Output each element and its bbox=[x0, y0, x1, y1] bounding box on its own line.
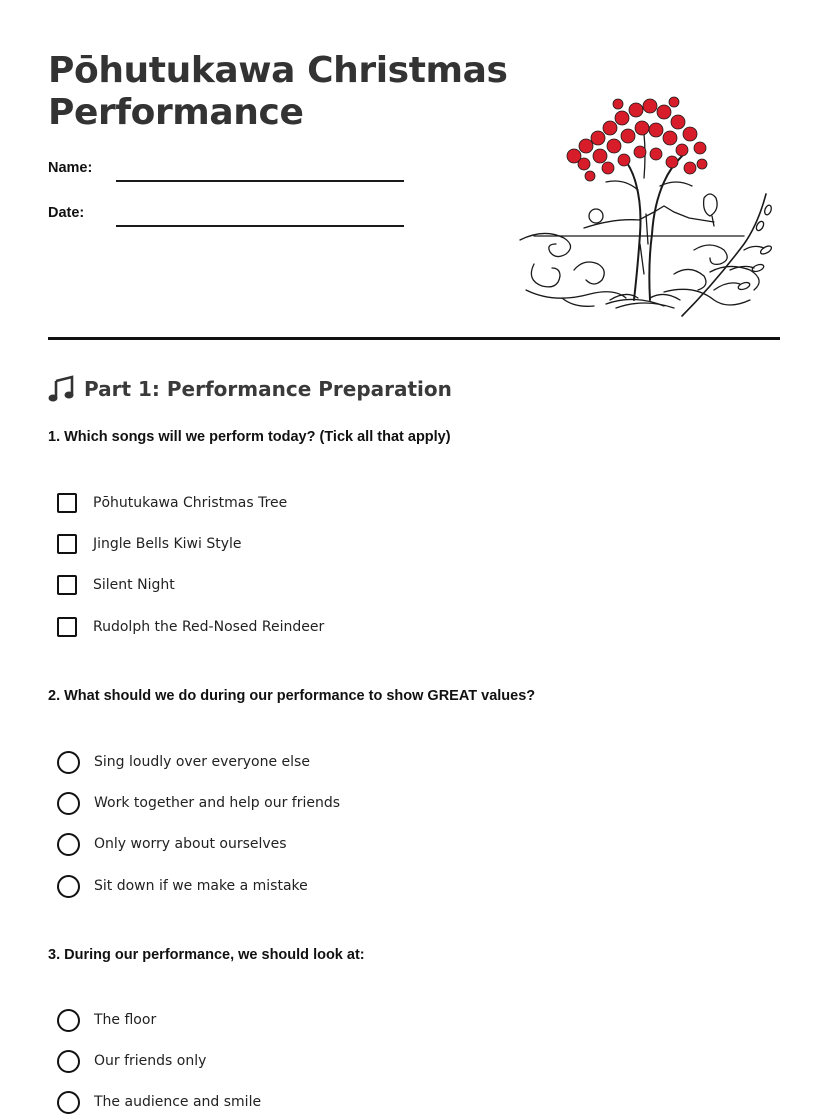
option-label: The floor bbox=[94, 1012, 157, 1028]
radio-button[interactable] bbox=[57, 833, 80, 856]
q1-option-4[interactable] bbox=[57, 614, 324, 640]
section-divider bbox=[48, 337, 780, 340]
q2-option-1[interactable] bbox=[57, 749, 310, 775]
option-label: Sing loudly over everyone else bbox=[94, 754, 310, 770]
date-field[interactable] bbox=[116, 225, 404, 227]
pohutukawa-tree-illustration bbox=[514, 94, 776, 320]
checkbox[interactable] bbox=[57, 493, 77, 513]
name-field[interactable] bbox=[116, 180, 404, 182]
q2-option-2[interactable] bbox=[57, 790, 340, 816]
question-3: 3. During our performance, we should look at: bbox=[48, 947, 365, 963]
title-line-2: Performance bbox=[48, 92, 304, 133]
checkbox[interactable] bbox=[57, 617, 77, 637]
section-header bbox=[48, 374, 452, 404]
radio-button[interactable] bbox=[57, 751, 80, 774]
q2-option-4[interactable] bbox=[57, 873, 308, 899]
radio-button[interactable] bbox=[57, 875, 80, 898]
q3-option-3[interactable] bbox=[57, 1089, 261, 1115]
checkbox[interactable] bbox=[57, 575, 77, 595]
option-label: Jingle Bells Kiwi Style bbox=[93, 536, 242, 552]
question-1: 1. Which songs will we perform today? (Tick all that apply) bbox=[48, 429, 451, 445]
radio-button[interactable] bbox=[57, 1009, 80, 1032]
q1-option-1[interactable] bbox=[57, 490, 287, 516]
q1-option-2[interactable] bbox=[57, 531, 242, 557]
question-2: 2. What should we do during our performance to show GREAT values? bbox=[48, 688, 536, 704]
option-label: Pōhutukawa Christmas Tree bbox=[93, 495, 288, 511]
q3-option-2[interactable] bbox=[57, 1048, 206, 1074]
q2-option-3[interactable] bbox=[57, 831, 287, 857]
q1-option-3[interactable] bbox=[57, 572, 175, 598]
checkbox[interactable] bbox=[57, 534, 77, 554]
option-label: Our friends only bbox=[94, 1053, 207, 1069]
radio-button[interactable] bbox=[57, 1091, 80, 1114]
option-label: Work together and help our friends bbox=[94, 795, 341, 811]
title-line-1: Pōhutukawa Christmas bbox=[48, 50, 508, 91]
section-title: Part 1: Performance Preparation bbox=[84, 377, 452, 401]
option-label: The audience and smile bbox=[94, 1094, 262, 1110]
option-label: Rudolph the Red-Nosed Reindeer bbox=[93, 619, 325, 635]
option-label: Silent Night bbox=[93, 577, 175, 593]
music-note-icon bbox=[48, 375, 74, 403]
q3-option-1[interactable] bbox=[57, 1007, 156, 1033]
option-label: Sit down if we make a mistake bbox=[94, 878, 308, 894]
radio-button[interactable] bbox=[57, 792, 80, 815]
date-label: Date: bbox=[48, 205, 85, 221]
option-label: Only worry about ourselves bbox=[94, 836, 287, 852]
worksheet-title bbox=[48, 50, 508, 134]
radio-button[interactable] bbox=[57, 1050, 80, 1073]
name-label: Name: bbox=[48, 160, 93, 176]
